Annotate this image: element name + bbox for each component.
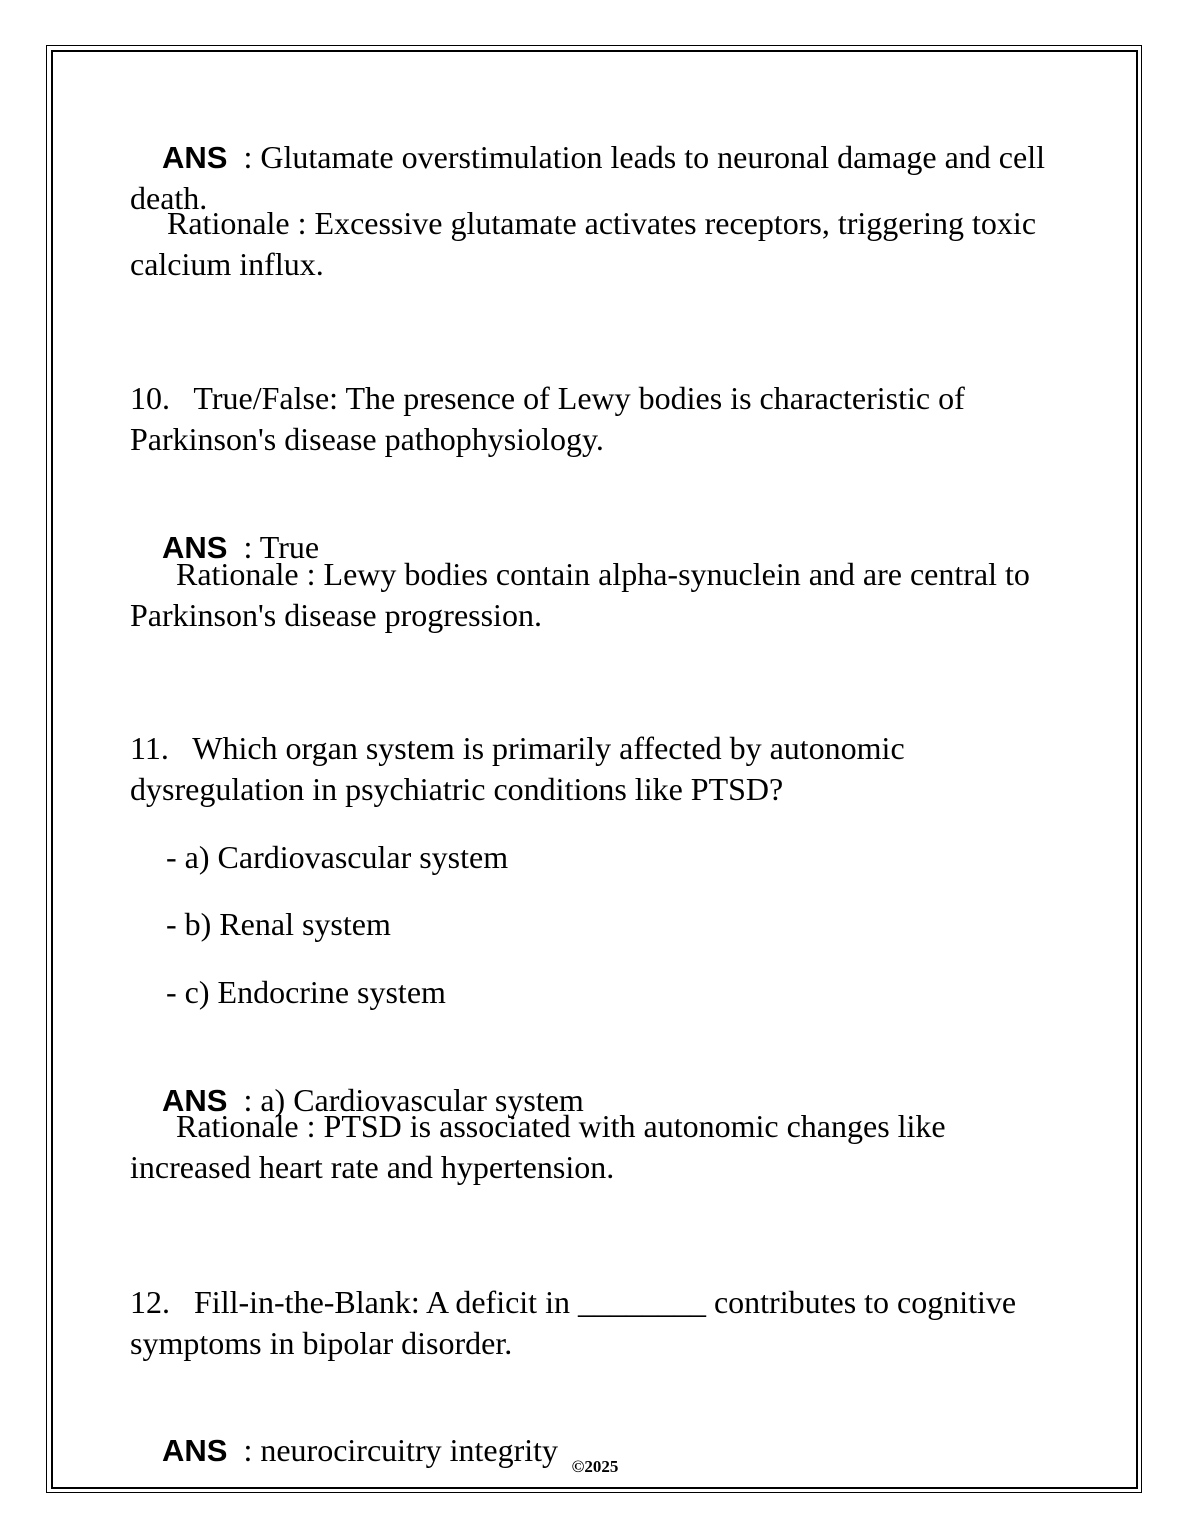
answer-label: ANS — [162, 1433, 228, 1468]
question-12: 12. Fill-in-the-Blank: A deficit in ________ contributes to cognitive symptoms in bipolar disorder. — [130, 1284, 1025, 1361]
answer-text: : a) Cardiovascular system — [243, 1082, 584, 1118]
answer-label: ANS — [162, 530, 228, 565]
rationale-block: Rationale : PTSD is associated with autonomic changes like increased heart rate and hypertension. — [130, 1108, 954, 1185]
answer-block — [130, 1389, 1070, 1512]
rationale-block: Rationale : Lewy bodies contain alpha-synuclein and are central to Parkinson's disease progression. — [130, 556, 1038, 633]
question-10: 10. True/False: The presence of Lewy bodies is characteristic of Parkinson's disease pathophysiology. — [130, 380, 973, 457]
rationale-block: Rationale : Excessive glutamate activates receptors, triggering toxic calcium influx. — [130, 205, 1045, 282]
answer-text: : True — [243, 529, 320, 565]
option-b: - b) Renal system — [166, 906, 391, 942]
option-a: - a) Cardiovascular system — [166, 839, 509, 875]
question-11: 11. Which organ system is primarily affected by autonomic dysregulation in psychiatric conditions like PTSD? — [130, 730, 913, 807]
answer-text: : Glutamate overstimulation leads to neuronal damage and cell death. — [130, 139, 1053, 216]
answer-label: ANS — [162, 140, 228, 175]
answer-text: : neurocircuitry integrity — [243, 1432, 559, 1468]
copyright-footer: ©2025 — [571, 1457, 619, 1476]
option-c: - c) Endocrine system — [166, 974, 446, 1010]
answer-label: ANS — [162, 1083, 228, 1118]
